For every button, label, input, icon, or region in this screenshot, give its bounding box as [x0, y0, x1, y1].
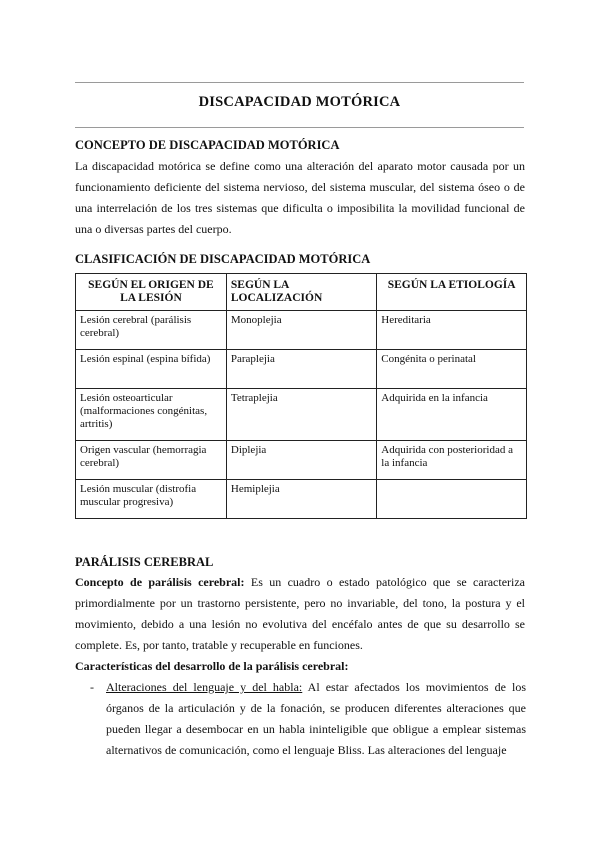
- caracteristicas-list: [90, 677, 526, 761]
- table-cell: Paraplejia: [226, 350, 376, 389]
- concepto-paragraph: La discapacidad motórica se define como una alteración del aparato motor causada por un funcionamiento deficiente del sistema nervioso, del sistema muscular, del sistema óseo o de una interrelación de los tres sistemas que dificulta o imposibilita la movilidad funcional de una o diversas partes del cuerpo.: [75, 159, 525, 236]
- table-cell: Hemiplejia: [226, 480, 376, 519]
- table-cell: Adquirida con posterioridad a la infancia: [377, 441, 527, 480]
- top-rule: [75, 82, 524, 83]
- table-cell: Hereditaria: [377, 311, 527, 350]
- clasificacion-table: [75, 273, 527, 519]
- table-header-row: [76, 274, 527, 311]
- list-item-text: [106, 677, 526, 761]
- paralisis-concepto-label: Concepto de parálisis cerebral:: [75, 575, 245, 589]
- table-cell: Lesión cerebral (parálisis cerebral): [76, 311, 227, 350]
- title-rule: [75, 127, 524, 128]
- table-cell: Adquirida en la infancia: [377, 389, 527, 441]
- table-cell: Lesión osteoarticular (malformaciones congénitas, artritis): [76, 389, 227, 441]
- table-cell: Tetraplejia: [226, 389, 376, 441]
- table-row: [76, 389, 527, 441]
- table-header-cell: SEGÚN LA ETIOLOGÍA: [377, 274, 527, 311]
- table-cell: Diplejia: [226, 441, 376, 480]
- table-row: [76, 311, 527, 350]
- list-item: [90, 677, 526, 761]
- concepto-heading: CONCEPTO DE DISCAPACIDAD MOTÓRICA: [75, 138, 340, 152]
- table-cell: Origen vascular (hemorragia cerebral): [76, 441, 227, 480]
- table-cell: Lesión muscular (distrofia muscular progresiva): [76, 480, 227, 519]
- paralisis-heading: PARÁLISIS CEREBRAL: [75, 555, 214, 569]
- table-cell: [377, 480, 527, 519]
- paralisis-concepto-paragraph: [75, 572, 525, 656]
- clasificacion-heading: CLASIFICACIÓN DE DISCAPACIDAD MOTÓRICA: [75, 252, 371, 266]
- table-row: [76, 480, 527, 519]
- paralisis-concepto-text: Es un cuadro o estado patológico que se caracteriza primordialmente por un trastorno persistente, pero no invariable, del tono, la postura y el movimiento, debido a una lesión no evolutiva del encéfalo antes de que su desarrollo se complete. Es, por tanto, tratable y recuperable en funciones.: [75, 575, 525, 652]
- list-item-label: Alteraciones del lenguaje y del habla:: [106, 680, 303, 694]
- document-title: DISCAPACIDAD MOTÓRICA: [198, 94, 401, 110]
- table-cell: Congénita o perinatal: [377, 350, 527, 389]
- table-header-cell: SEGÚN EL ORIGEN DE LA LESIÓN: [76, 274, 227, 311]
- list-dash: -: [90, 680, 94, 694]
- caracteristicas-heading: Características del desarrollo de la parálisis cerebral:: [75, 659, 349, 673]
- table-cell: Lesión espinal (espina bífida): [76, 350, 227, 389]
- list-item-body: Al estar afectados los movimientos de los órganos de la articulación y de la fonación, se producen diferentes alteraciones que pueden llegar a desembocar en un habla ininteligible que obligue a emplear sistemas alternativos de comunicación, como el lenguaje Bliss. Las alteraciones del lenguaje: [106, 680, 526, 757]
- table-header-cell: SEGÚN LA LOCALIZACIÓN: [226, 274, 376, 311]
- table-cell: Monoplejia: [226, 311, 376, 350]
- table-row: [76, 441, 527, 480]
- table-row: [76, 350, 527, 389]
